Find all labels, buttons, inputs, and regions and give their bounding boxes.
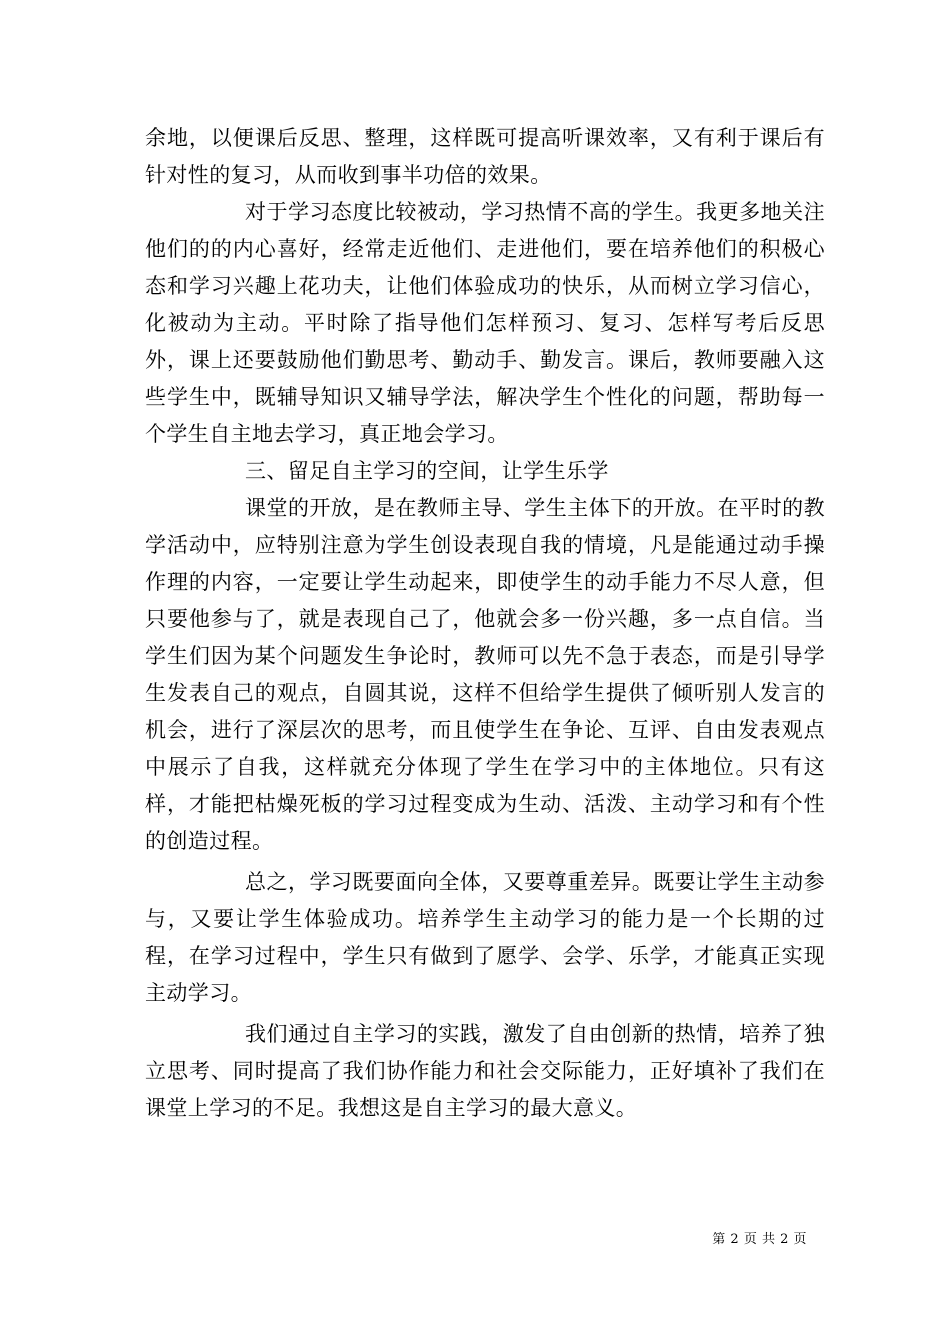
page-number-footer: 第 2 页 共 2 页	[712, 1232, 807, 1247]
paragraph-open-classroom: 课堂的开放，是在教师主导、学生主体下的开放。在平时的教学活动中，应特别注意为学生创设表现自我的情境，凡是能通过动手操作理的内容，一定要让学生动起来，即使学生的动手能力不尽人意，但只要他参与了，就是表现自己了，他就会多一份兴趣，多一点自信。当学生们因为某个问题发生争论时，教师可以先不急于表态，而是引导学生发表自己的观点，自圆其说，这样不但给学生提供了倾听别人发言的机会，进行了深层次的思考，而且使学生在争论、互评、自由发表观点中展示了自我，这样就充分体现了学生在学习中的主体地位。只有这样，才能把枯燥死板的学习过程变成为生动、活泼、主动学习和有个性的创造过程。	[145, 496, 825, 853]
paragraph-conclusion: 我们通过自主学习的实践，激发了自由创新的热情，培养了独立思考、同时提高了我们协作能力和社会交际能力，正好填补了我们在课堂上学习的不足。我想这是自主学习的最大意义。	[145, 1022, 825, 1120]
document-body	[145, 120, 825, 1127]
paragraph-continuation: 余地，以便课后反思、整理，这样既可提高听课效率，又有利于课后有针对性的复习，从而收到事半功倍的效果。	[145, 126, 825, 187]
paragraph-passive-students: 对于学习态度比较被动，学习热情不高的学生。我更多地关注他们的的内心喜好，经常走近他们、走进他们，要在培养他们的积极心态和学习兴趣上花功夫，让他们体验成功的快乐，从而树立学习信心，化被动为主动。平时除了指导他们怎样预习、复习、怎样写考后反思外，课上还要鼓励他们勤思考、勤动手、勤发言。课后，教师要融入这些学生中，既辅导知识又辅导学法，解决学生个性化的问题，帮助每一个学生自主地去学习，真正地会学习。	[145, 200, 825, 446]
paragraph-summary: 总之，学习既要面向全体，又要尊重差异。既要让学生主动参与，又要让学生体验成功。培养学生主动学习的能力是一个长期的过程，在学习过程中，学生只有做到了愿学、会学、乐学，才能真正实现主动学习。	[145, 870, 825, 1005]
section-heading-three: 三、留足自主学习的空间，让学生乐学	[245, 459, 609, 483]
